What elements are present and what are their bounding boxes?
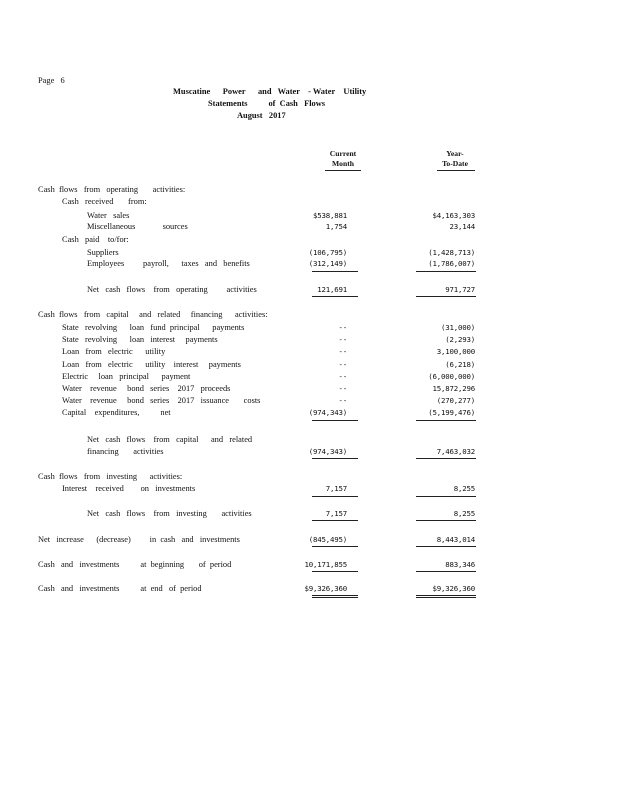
- row-label: Water revenue bond series 2017 issuance costs: [62, 396, 261, 405]
- operating-net-label: Net cash flows from operating activities: [87, 285, 257, 294]
- operating-received-label: Cash received from:: [62, 197, 147, 206]
- row-current: --: [338, 360, 347, 369]
- page-number: Page 6: [38, 76, 65, 85]
- report-title-line3: August 2017: [237, 111, 286, 120]
- row-label: Water sales: [87, 211, 130, 220]
- financing-net-current: (974,343): [308, 447, 347, 456]
- subtotal-rule-ytd: [416, 420, 476, 421]
- row-label: Capital expenditures, net: [62, 408, 171, 417]
- row-label: Miscellaneous sources: [87, 222, 188, 231]
- subtotal-rule-current: [312, 571, 358, 572]
- investing-net-ytd: 8,255: [453, 509, 475, 518]
- report-title-line2: Statements of Cash Flows: [208, 99, 326, 108]
- subtotal-rule-ytd: [416, 496, 476, 497]
- row-current: 1,754: [325, 222, 347, 231]
- row-ytd: (6,000,000): [428, 372, 475, 381]
- row-ytd: (270,277): [436, 396, 475, 405]
- net-change-current: (845,495): [308, 535, 347, 544]
- row-ytd: $4,163,303: [432, 211, 475, 220]
- net-change-label: Net increase (decrease) in cash and investments: [38, 535, 240, 544]
- operating-paid-label: Cash paid to/for:: [62, 235, 129, 244]
- total-rule-current: [312, 458, 358, 459]
- total-rule-current: [312, 546, 358, 547]
- beginning-label: Cash and investments at beginning of period: [38, 560, 232, 569]
- row-current: --: [338, 384, 347, 393]
- financing-net-ytd: 7,463,032: [436, 447, 475, 456]
- row-label: Electric loan principal payment: [62, 372, 191, 381]
- row-ytd: (2,293): [445, 335, 475, 344]
- row-ytd: 3,100,000: [436, 347, 475, 356]
- row-current: --: [338, 372, 347, 381]
- column-header-ytd-underline: [437, 170, 475, 171]
- investing-net-current: 7,157: [325, 509, 347, 518]
- row-current: --: [338, 323, 347, 332]
- operating-net-current: 121,691: [317, 285, 347, 294]
- end-ytd: $9,326,360: [432, 584, 475, 593]
- row-current: (974,343): [308, 408, 347, 417]
- column-header-ytd-line2: To-Date: [442, 159, 468, 168]
- net-change-ytd: 8,443,014: [436, 535, 475, 544]
- row-current: --: [338, 335, 347, 344]
- row-current: $538,881: [313, 211, 347, 220]
- subtotal-rule-current: [312, 271, 358, 272]
- row-current: --: [338, 396, 347, 405]
- row-current: --: [338, 347, 347, 356]
- grand-total-rule-current: [312, 595, 358, 598]
- row-current: (106,795): [308, 248, 347, 257]
- operating-net-ytd: 971,727: [445, 285, 475, 294]
- beginning-ytd: 883,346: [445, 560, 475, 569]
- row-ytd: (1,428,713): [428, 248, 475, 257]
- row-label: State revolving loan interest payments: [62, 335, 218, 344]
- total-rule-current: [312, 520, 358, 521]
- row-ytd: 23,144: [449, 222, 475, 231]
- column-header-current-line2: Month: [332, 159, 354, 168]
- column-header-current-underline: [325, 170, 361, 171]
- grand-total-rule-ytd: [416, 595, 476, 598]
- column-header-current-line1: Current: [329, 149, 357, 158]
- row-ytd: 8,255: [453, 484, 475, 493]
- total-rule-ytd: [416, 520, 476, 521]
- operating-heading: Cash flows from operating activities:: [38, 185, 186, 194]
- total-rule-ytd: [416, 296, 476, 297]
- total-rule-current: [312, 296, 358, 297]
- total-rule-ytd: [416, 546, 476, 547]
- subtotal-rule-ytd: [416, 571, 476, 572]
- row-label: Water revenue bond series 2017 proceeds: [62, 384, 231, 393]
- row-ytd: (6,218): [445, 360, 475, 369]
- row-label: Employees payroll, taxes and benefits: [87, 259, 250, 268]
- investing-heading: Cash flows from investing activities:: [38, 472, 183, 481]
- total-rule-ytd: [416, 458, 476, 459]
- subtotal-rule-ytd: [416, 271, 476, 272]
- row-ytd: (31,000): [441, 323, 475, 332]
- column-header-current: [318, 149, 368, 169]
- row-label: Suppliers: [87, 248, 119, 257]
- subtotal-rule-current: [312, 496, 358, 497]
- row-ytd: 15,872,296: [432, 384, 475, 393]
- row-label: Interest received on investments: [62, 484, 196, 493]
- column-header-ytd: [430, 149, 480, 169]
- report-title-line1: Muscatine Power and Water - Water Utility: [173, 87, 367, 96]
- beginning-current: 10,171,855: [304, 560, 347, 569]
- row-current: 7,157: [325, 484, 347, 493]
- column-header-ytd-line1: Year-: [446, 149, 464, 158]
- row-current: (312,149): [308, 259, 347, 268]
- end-label: Cash and investments at end of period: [38, 584, 202, 593]
- row-label: State revolving loan fund principal payments: [62, 323, 245, 332]
- financing-heading: Cash flows from capital and related financing activities:: [38, 310, 268, 319]
- subtotal-rule-current: [312, 420, 358, 421]
- financing-net-label-1: Net cash flows from capital and related: [87, 435, 253, 444]
- row-ytd: (5,199,476): [428, 408, 475, 417]
- financing-net-label-2: financing activities: [87, 447, 164, 456]
- row-ytd: (1,786,007): [428, 259, 475, 268]
- row-label: Loan from electric utility interest payments: [62, 360, 241, 369]
- row-label: Loan from electric utility: [62, 347, 166, 356]
- investing-net-label: Net cash flows from investing activities: [87, 509, 252, 518]
- end-current: $9,326,360: [304, 584, 347, 593]
